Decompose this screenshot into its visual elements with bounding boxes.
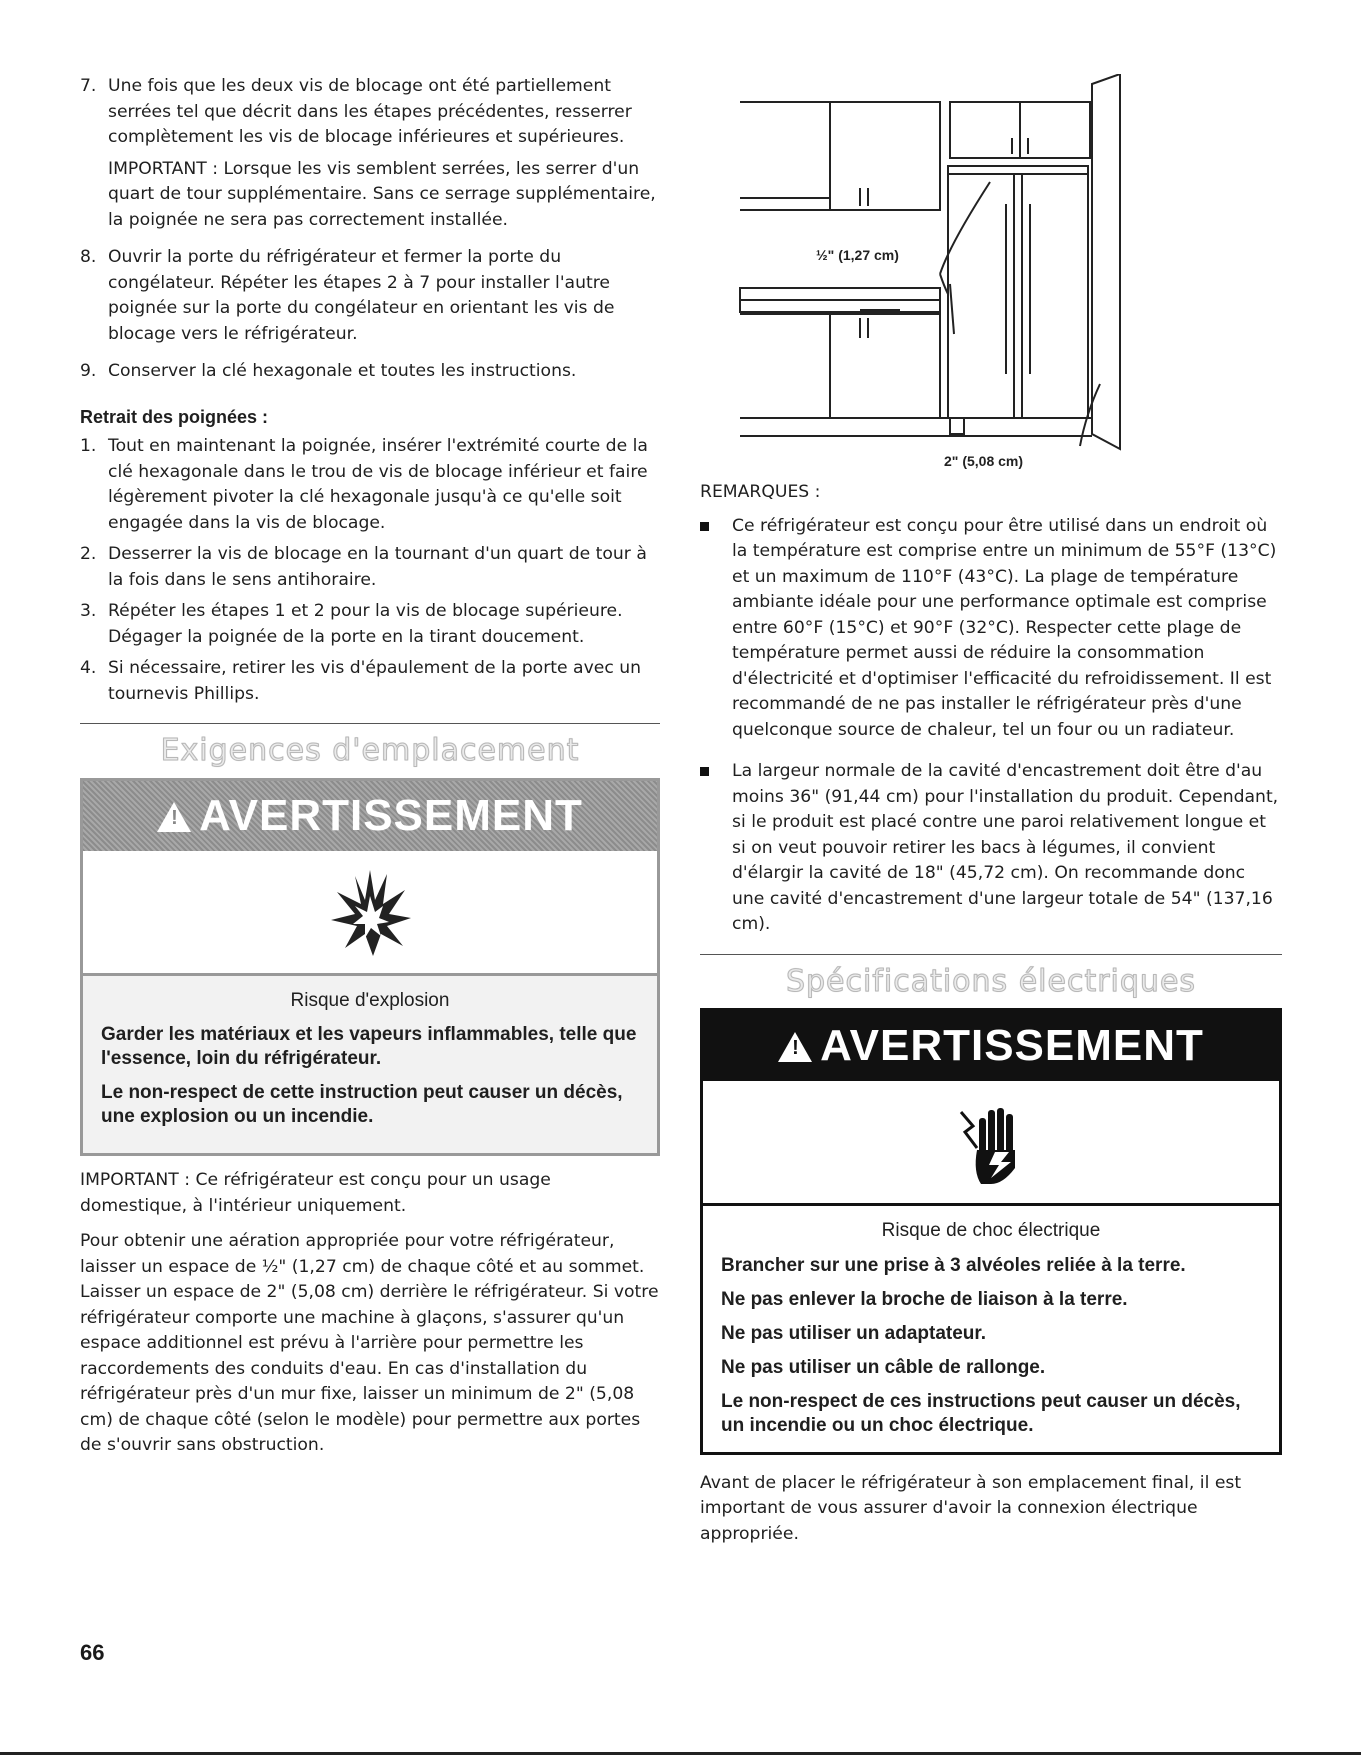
warning-triangle-icon: ! <box>157 802 191 832</box>
warning-header <box>703 1011 1279 1081</box>
note-item <box>700 759 1282 938</box>
note-text: La largeur normale de la cavité d'encastrement doit être d'au moins 36" (91,44 cm) pour l'installation du produit. Cependant, si le produit est placé contre une paroi relativement longue et si on veut pouvoir retirer les bacs à légumes, il convient d'élargir la cavité de 18" (45,72 cm). On recommande donc une cavité d'encastrement d'une largeur totale de 54" (137,16 cm). <box>732 761 1279 934</box>
removal-step-2 <box>80 542 660 593</box>
warning-triangle-icon: ! <box>778 1032 812 1062</box>
warning-line: Ne pas utiliser un câble de rallonge. <box>721 1356 1046 1378</box>
warning-electric-box <box>700 1008 1282 1455</box>
warning-explosion-box <box>80 778 660 1157</box>
bullet-square-icon <box>700 759 732 938</box>
note-item <box>700 514 1282 744</box>
install-step-9 <box>80 359 660 391</box>
section-title-location: Exigences d'emplacement <box>160 733 580 768</box>
step-number: 7. <box>80 76 97 96</box>
warning-line: Ne pas enlever la broche de liaison à la terre. <box>721 1288 1128 1310</box>
notes-heading: REMARQUES : <box>700 482 821 502</box>
warning-risk-title: Risque de choc électrique <box>881 1220 1101 1241</box>
install-step-7 <box>80 74 660 239</box>
step-number: 9. <box>80 361 97 381</box>
step-text: Conserver la clé hexagonale et toutes les instructions. <box>108 361 577 381</box>
important-paragraph: IMPORTANT : Ce réfrigérateur est conçu pour un usage domestique, à l'intérieur uniquement. <box>80 1170 551 1216</box>
warning-line: Brancher sur une prise à 3 alvéoles reliée à la terre. <box>721 1254 1186 1276</box>
bullet-square-icon <box>700 514 732 744</box>
removal-step-3 <box>80 599 660 650</box>
section-title-electrical: Spécifications électriques <box>785 963 1197 999</box>
warning-risk-title: Risque d'explosion <box>290 989 450 1011</box>
step-text: Tout en maintenant la poignée, insérer l'extrémité courte de la clé hexagonale dans le trou de vis de blocage inférieur et faire légèrement pivoter la clé hexagonale jusqu'à ce qu'elle soit engagée dans la vis de blocage. <box>108 436 648 533</box>
warning-line: Ne pas utiliser un adaptateur. <box>721 1322 987 1344</box>
step-number: 2. <box>80 544 97 564</box>
removal-step-1 <box>80 434 660 536</box>
warning-line: Le non-respect de ces instructions peut causer un décès, un incendie ou un choc électrique. <box>721 1390 1241 1436</box>
step-text: Desserrer la vis de blocage en la tournant d'un quart de tour à la fois dans le sens antihoraire. <box>108 544 647 590</box>
installation-clearance-diagram <box>700 74 1280 474</box>
step-number: 1. <box>80 436 97 456</box>
install-step-8 <box>80 245 660 353</box>
left-column <box>80 74 660 1469</box>
note-text: Ce réfrigérateur est conçu pour être utilisé dans un endroit où la température est comprise entre un minimum de 55°F (13°C) et un maximum de 110°F (43°C). La plage de température ambiante idéale pour une performance optimale est comprise entre 60°F (15°C) et 90°F (32°C). Respecter cette plage de température permet aussi de réduire la consommation d'électricité et d'optimiser l'efficacité du refroidissement. Il est recommandé de ne pas installer le réfrigérateur près d'une quelconque source de chaleur, tel un four ou un radiateur. <box>732 515 1277 740</box>
step-number: 3. <box>80 601 97 621</box>
refrigerator-cabinet-illustration <box>700 74 1280 474</box>
step-text: Répéter les étapes 1 et 2 pour la vis de blocage supérieure. Dégager la poignée de la porte en la tirant doucement. <box>108 601 623 647</box>
step-text: Ouvrir la porte du réfrigérateur et fermer la porte du congélateur. Répéter les étapes 2 à 7 pour installer l'autre poignée sur la porte du congélateur en orientant les vis de blocage vers le réfrigérateur. <box>108 247 615 344</box>
notes-list <box>700 514 1282 938</box>
bottom-rule <box>0 1752 1361 1755</box>
section-divider <box>700 954 1282 955</box>
warning-line: Le non-respect de cette instruction peut causer un décès, une explosion ou un incendie. <box>101 1082 623 1127</box>
step-number: 8. <box>80 247 97 267</box>
electric-shock-icon <box>703 1081 1279 1206</box>
right-column <box>700 74 1282 1557</box>
top-clearance-label: ½" (1,27 cm) <box>816 247 899 263</box>
removal-step-4 <box>80 656 660 707</box>
removal-heading: Retrait des poignées : <box>80 406 269 427</box>
warning-header-text: AVERTISSEMENT <box>199 790 583 840</box>
step-number: 4. <box>80 658 97 678</box>
explosion-icon <box>83 851 657 976</box>
section-divider <box>80 723 660 724</box>
step-important-note: IMPORTANT : Lorsque les vis semblent serrées, les serrer d'un quart de tour supplémentaire. Sans ce serrage supplémentaire, la poignée ne sera pas correctement installée. <box>108 158 656 230</box>
page-number: 66 <box>80 1640 105 1665</box>
warning-line: Garder les matériaux et les vapeurs inflammables, telle que l'essence, loin du réfrigérateur. <box>101 1024 637 1069</box>
warning-header-text: AVERTISSEMENT <box>820 1021 1204 1070</box>
ventilation-paragraph: Pour obtenir une aération appropriée pour votre réfrigérateur, laisser un espace de ½" (1,27 cm) de chaque côté et au sommet. Laisser un espace de 2" (5,08 cm) derrière le réfrigérateur. Si votre réfrigérateur comporte une machine à glaçons, s'assurer qu'un espace additionnel est prévu à l'arrière pour permettre les raccordements des conduits d'eau. En cas d'installation du réfrigérateur près d'un mur fixe, laisser un minimum de 2" (5,08 cm) de chaque côté (selon le modèle) pour permettre aux portes de s'ouvrir sans obstruction. <box>80 1231 659 1455</box>
electrical-paragraph: Avant de placer le réfrigérateur à son emplacement final, il est important de vous assurer d'avoir la connexion électrique appropriée. <box>700 1472 1242 1544</box>
step-text: Si nécessaire, retirer les vis d'épaulement de la porte avec un tournevis Phillips. <box>108 658 642 704</box>
warning-header <box>83 781 657 851</box>
rear-clearance-label: 2" (5,08 cm) <box>944 453 1024 469</box>
step-text: Une fois que les deux vis de blocage ont été partiellement serrées tel que décrit dans les étapes précédentes, resserrer complètement les vis de blocage inférieures et supérieures. <box>108 76 632 147</box>
